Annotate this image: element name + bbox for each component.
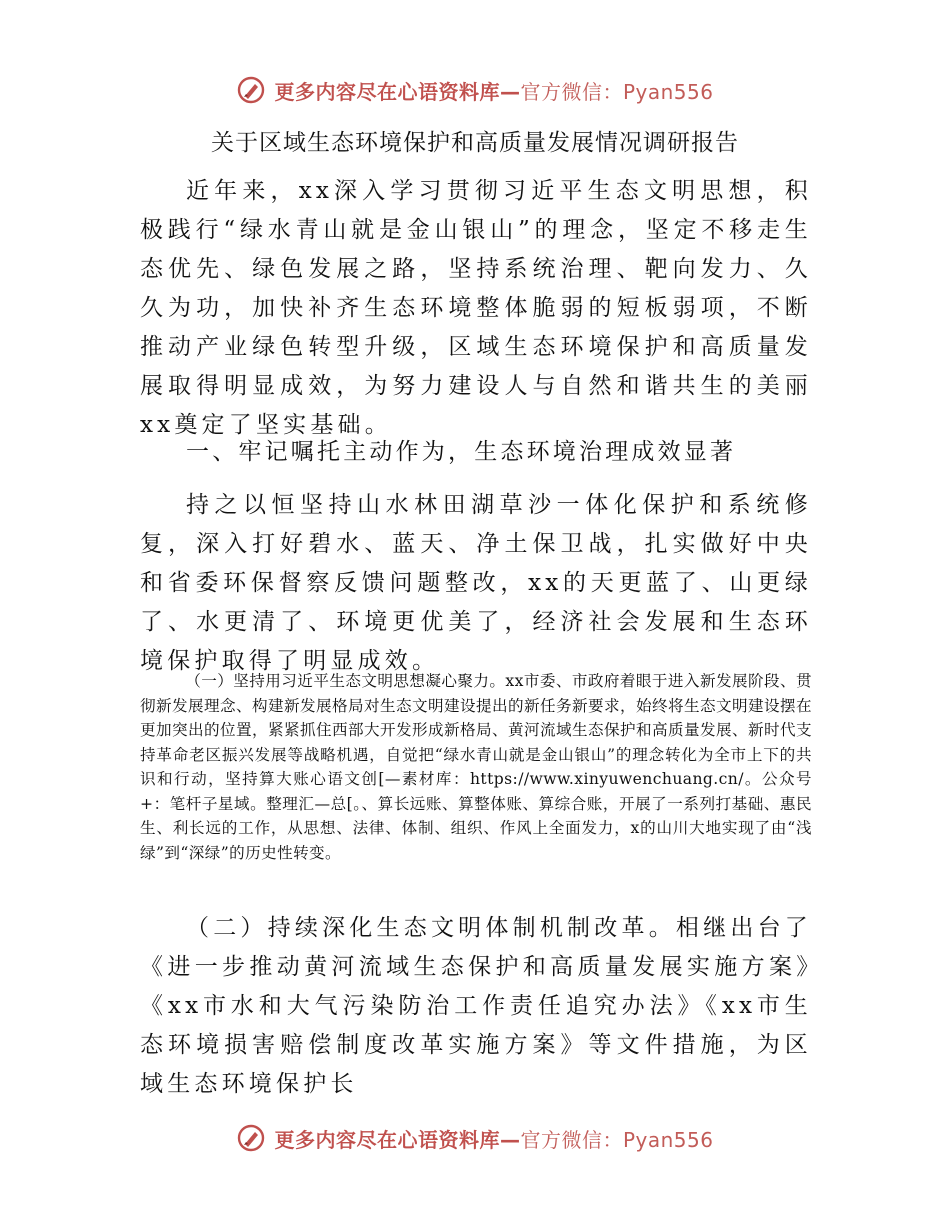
document-title: 关于区域生态环境保护和高质量发展情况调研报告 [211,130,739,156]
pen-logo-icon [236,75,266,105]
pen-logo-icon [236,1123,266,1153]
watermark-brand: 更多内容尽在心语资料库 [274,1127,500,1152]
item-one-paragraph: （一）坚持用习近平生态文明思想凝心聚力。xx市委、市政府着眼于进入新发展阶段、贯彻新发展理念、构建新发展格局对生态文明建设提出的新任务新要求，始终将生态文明建设摆在更加突出的位置，紧紧抓住西部大开发形成新格局、黄河流域生态保护和高质量发展、新时代支持革命老区振兴发展等战略机遇，自觉把“绿水青山就是金山银山”的理念转化为全市上下的共识和行动，坚持算大账心语文创[—素材库：https://www.xinyuwenchuang.cn/。公众号+：笔杆子星域。整理汇—总[。、算长远账、算整体账、算综合账，开展了一系列打基础、惠民生、利长远的工作，从思想、法律、体制、组织、作风上全面发力，x的山川大地实现了由“浅绿”到“深绿”的历史性转变。 [140,672,812,862]
item-two-paragraph: （二）持续深化生态文明体制机制改革。相继出台了《进一步推动黄河流域生态保护和高质量发展实施方案》《xx市水和大气污染防治工作责任追究办法》《xx市生态环境损害赔偿制度改革实施方案》等文件措施，为区域生态环境保护长 [140,915,812,1097]
watermark-wechat: 官方微信：Pyan556 [520,79,714,104]
footer-watermark [0,1118,950,1158]
section-heading: 一、牢记嘱托主动作为，生态环境治理成效显著 [186,439,737,465]
watermark-text [274,1124,713,1153]
header-watermark [0,70,950,110]
watermark-separator: — [499,79,521,104]
watermark-wechat: 官方微信：Pyan556 [520,1127,714,1152]
intro-paragraph: 近年来，xx深入学习贯彻习近平生态文明思想，积极践行“绿水青山就是金山银山”的理念，坚定不移走生态优先、绿色发展之路，坚持系统治理、靶向发力、久久为功，加快补齐生态环境整体脆弱的短板弱项，不断推动产业绿色转型升级，区域生态环境保护和高质量发展取得明显成效，为努力建设人与自然和谐共生的美丽xx奠定了坚实基础。 [140,178,812,438]
section-body-paragraph: 持之以恒坚持山水林田湖草沙一体化保护和系统修复，深入打好碧水、蓝天、净土保卫战，扎实做好中央和省委环保督察反馈问题整改，xx的天更蓝了、山更绿了、水更清了、环境更优美了，经济社会发展和生态环境保护取得了明显成效。 [140,492,812,674]
watermark-text [274,76,713,105]
watermark-separator: — [499,1127,521,1152]
watermark-brand: 更多内容尽在心语资料库 [274,79,500,104]
